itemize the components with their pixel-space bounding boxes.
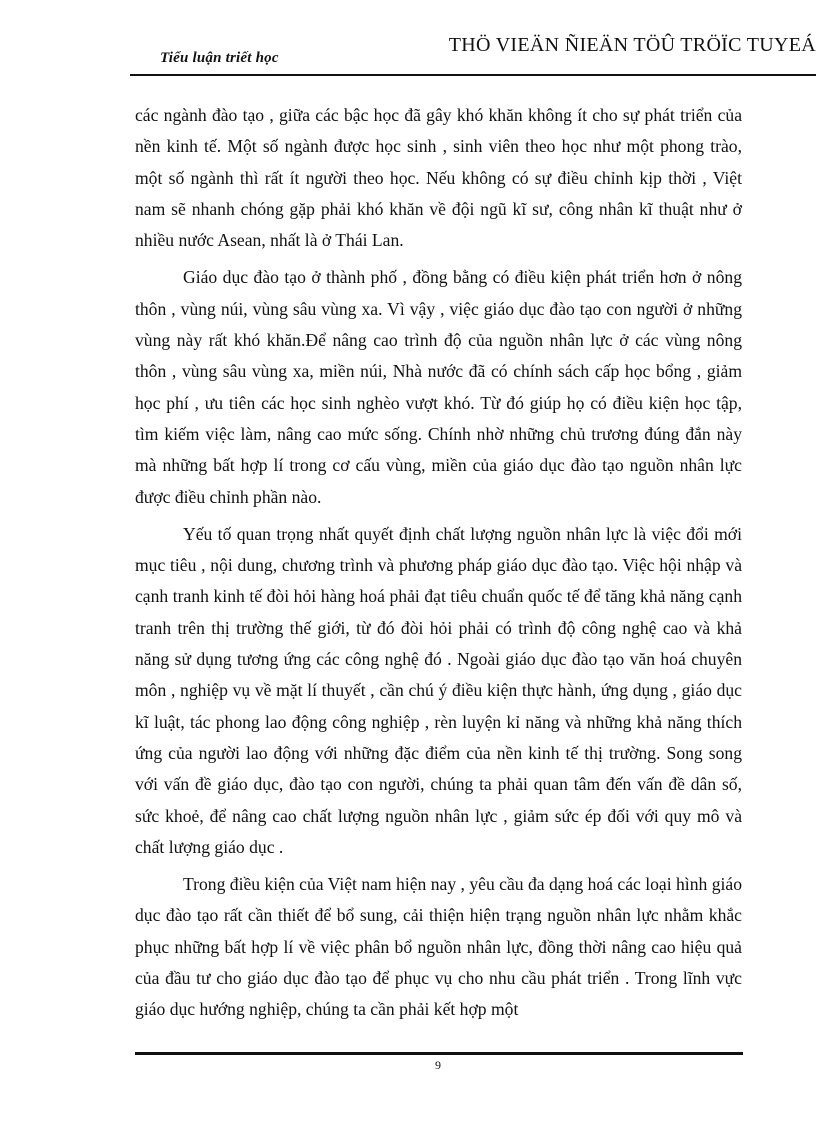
body-text bbox=[135, 100, 742, 1032]
paragraph-continued: các ngành đào tạo , giữa các bậc học đã gây khó khăn không ít cho sự phát triển của nền kinh tế. Một số ngành được học sinh , sinh viên theo học như một phong trào, một số ngành thì rất ít người theo học. Nếu không có sự điều chỉnh kịp thời , Việt nam sẽ nhanh chóng gặp phải khó khăn về đội ngũ kĩ sư, công nhân kĩ thuật như ở nhiều nước Asean, nhất là ở Thái Lan. bbox=[135, 105, 742, 251]
footer-rule bbox=[135, 1052, 743, 1055]
paragraph: Yếu tố quan trọng nhất quyết định chất lượng nguồn nhân lực là việc đổi mới mục tiêu , nội dung, chương trình và phương pháp giáo dục đào tạo. Việc hội nhập và cạnh tranh kinh tế đòi hỏi hàng hoá phải đạt tiêu chuẩn quốc tế để tăng khả năng cạnh tranh trên thị trường thế giới, từ đó đòi hỏi phải có trình độ công nghệ cao và khả năng sử dụng tương ứng các công nghệ đó . Ngoài giáo dục đào tạo văn hoá chuyên môn , nghiệp vụ về mặt lí thuyết , cần chú ý điều kiện thực hành, ứng dụng , giáo dục kĩ luật, tác phong lao động công nghiệp , rèn luyện kỉ năng và những khả năng thích ứng của người lao động với những đặc điểm của nền kinh tế thị trường. Song song với vấn đề giáo dục, đào tạo con người, chúng ta phải quan tâm đến vấn đề dân số, sức khoẻ, để nâng cao chất lượng nguồn nhân lực , giảm sức ép đối với quy mô và chất lượng giáo dục . bbox=[135, 523, 742, 857]
page-number: 9 bbox=[435, 1058, 441, 1072]
library-banner: THÖ VIEÄN ÑIEÄN TÖÛ TRÖÏC TUYEÁ bbox=[448, 34, 816, 56]
paragraph: Trong điều kiện của Việt nam hiện nay , yêu cầu đa dạng hoá các loại hình giáo dục đào tạo rất cần thiết để bổ sung, cải thiện hiện trạng nguồn nhân lực nhằm khắc phục những bất hợp lí về việc phân bổ nguồn nhân lực, đồng thời nâng cao hiệu quả của đầu tư cho giáo dục đào tạo để phục vụ cho nhu cầu phát triển . Trong lĩnh vực giáo dục hướng nghiệp, chúng ta cần phải kết hợp một bbox=[135, 874, 742, 1020]
header-rule bbox=[130, 74, 816, 76]
document-title: Tiểu luận triết học bbox=[160, 50, 279, 66]
paragraph: Giáo dục đào tạo ở thành phố , đồng bằng có điều kiện phát triển hơn ở nông thôn , vùng núi, vùng sâu vùng xa. Vì vậy , việc giáo dục đào tạo con người ở những vùng này rất khó khăn.Để nâng cao trình độ của nguồn nhân lực ở các vùng nông thôn , vùng sâu vùng xa, miền núi, Nhà nước đã có chính sách cấp học bổng , giảm học phí , ưu tiên các học sinh nghèo vượt khó. Từ đó giúp họ có điều kiện học tập, tìm kiếm việc làm, nâng cao mức sống. Chính nhờ những chủ trương đúng đắn này mà những bất hợp lí trong cơ cấu vùng, miền của giáo dục đào tạo nguồn nhân lực được điều chỉnh phần nào. bbox=[135, 267, 742, 507]
